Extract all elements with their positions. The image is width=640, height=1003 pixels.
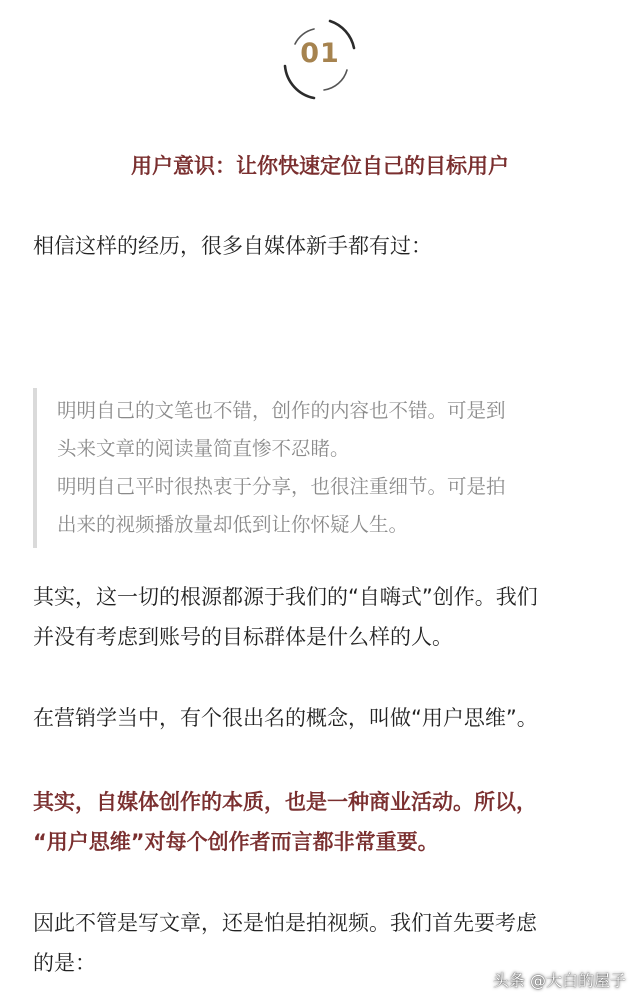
paragraph-root-cause-line1: 其实，这一切的根源都源于我们的“自嗨式”创作。我们: [33, 585, 538, 609]
section-number-badge: [270, 8, 370, 108]
quote-line: 明明自己平时很热衷于分享，也很注重细节。可是拍: [57, 475, 506, 498]
highlight-paragraph-line2: “用户思维”对每个创作者而言都非常重要。: [33, 830, 439, 854]
paragraph-user-thinking: 在营销学当中，有个很出名的概念，叫做“用户思维”。: [33, 706, 538, 730]
paragraph-conclusion-line1: 因此不管是写文章，还是怕是拍视频。我们首先要考虑: [33, 911, 537, 935]
section-title: 用户意识：让你快速定位自己的目标用户: [131, 154, 509, 178]
paragraph-root-cause-line2: 并没有考虑到账号的目标群体是什么样的人。: [33, 625, 453, 649]
blockquote: [33, 388, 617, 548]
quote-line: 出来的视频播放量却低到让你怀疑人生。: [57, 513, 409, 536]
paragraph-conclusion-line2: 的是：: [33, 951, 96, 975]
quote-line: 明明自己的文笔也不错，创作的内容也不错。可是到: [57, 399, 506, 422]
section-number: 01: [300, 38, 340, 69]
quote-line: 头来文章的阅读量简直惨不忍睹。: [57, 437, 350, 460]
highlight-paragraph-line1: 其实，自媒体创作的本质，也是一种商业活动。所以，: [33, 790, 537, 814]
watermark: 头条 @大白的屋子: [492, 971, 626, 990]
paragraph-intro: 相信这样的经历，很多自媒体新手都有过：: [33, 234, 432, 258]
